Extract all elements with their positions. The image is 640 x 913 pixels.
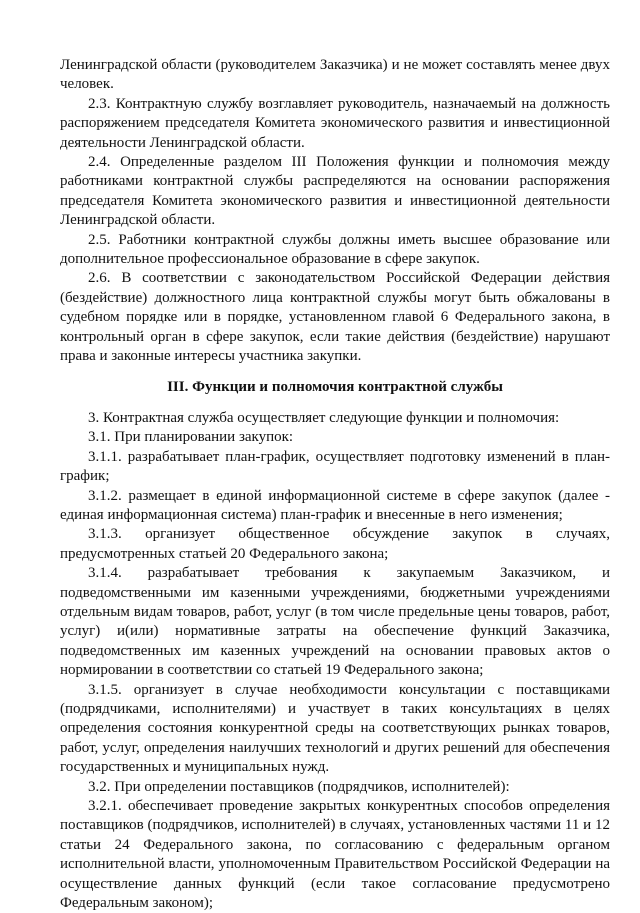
paragraph-3-1-2: 3.1.2. размещает в единой информационной системе в сфере закупок (далее - единая информационная система) план-график и внесенные в него изменения; (60, 487, 610, 523)
paragraph-2-3: 2.3. Контрактную службу возглавляет руководитель, назначаемый на должность распоряжением председателя Комитета экономического развития и инвестиционной деятельности Ленинградской области. (60, 95, 610, 151)
section-heading: III. Функции и полномочия контрактной службы (167, 378, 503, 395)
paragraph-3: 3. Контрактная служба осуществляет следующие функции и полномочия: (88, 409, 560, 426)
paragraph-3-2: 3.2. При определении поставщиков (подрядчиков, исполнителей): (88, 778, 510, 795)
paragraph-3-1-4: 3.1.4. разрабатывает требования к закупаемым Заказчиком, и подведомственными им казенными учреждениями, бюджетными учреждениями отдельным видам товаров, работ, услуг (в том числе предельные цены товаров, работ, услуг) и(или) нормативные затраты на обеспечение функций Заказчика, подведомственных им казенных учреждений на основании правовых актов о нормировании в соответствии со статьей 19 Федерального закона; (60, 565, 610, 679)
paragraph-3-1-5: 3.1.5. организует в случае необходимости консультации с поставщиками (подрядчиками, исполнителями) и участвует в таких консультациях в целях определения состояния конкурентной среды на соответствующих рынках товаров, работ, услуг, определения наилучших технологий и других решений для обеспечения государственных и муниципальных нужд. (60, 681, 610, 776)
paragraph-2-4: 2.4. Определенные разделом III Положения функции и полномочия между работниками контрактной службы распределяются на основании распоряжения председателя Комитета экономического развития и инвестиционной деятельности Ленинградской области. (60, 154, 610, 229)
document-page (60, 56, 610, 913)
paragraph-3-1-1: 3.1.1. разрабатывает план-график, осуществляет подготовку изменений в план-график; (60, 448, 610, 485)
paragraph-3-2-1: 3.2.1. обеспечивает проведение закрытых конкурентных способов определения поставщиков (подрядчиков, исполнителей) в случаях, установленных частями 11 и 12 статьи 24 Федерального закона, по согласованию с федеральным органом исполнительной власти, уполномоченным Правительством Российской Федерации на осуществление данных функций (если такое согласование предусмотрено Федеральным законом); (60, 798, 610, 912)
paragraph-2-6: 2.6. В соответствии с законодательством Российской Федерации действия (бездействие) должностного лица контрактной службы могут быть обжалованы в судебном порядке или в порядке, установленном главой 6 Федерального закона, в контрольный орган в сфере закупок, если такие действия (бездействие) нарушают права и законные интересы участника закупки. (60, 270, 610, 365)
paragraph-3-1: 3.1. При планировании закупок: (88, 429, 294, 446)
paragraph-3-1-3: 3.1.3. организует общественное обсуждение закупок в случаях, предусмотренных статьей 20 Федерального закона; (60, 526, 610, 562)
paragraph-2-5: 2.5. Работники контрактной службы должны иметь высшее образование или дополнительное профессиональное образование в сфере закупок. (60, 231, 610, 268)
paragraph-continuation: Ленинградской области (руководителем Заказчика) и не может составлять менее двух человек. (60, 57, 610, 93)
